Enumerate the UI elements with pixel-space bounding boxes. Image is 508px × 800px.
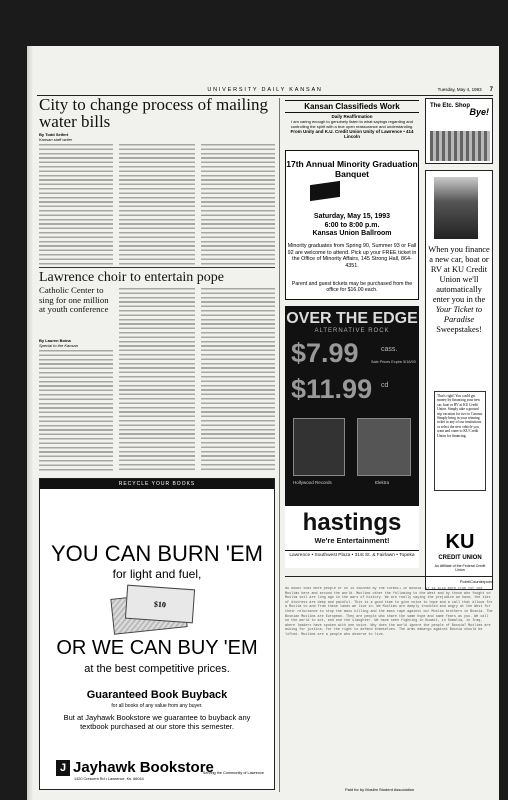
sunglasses-image [430,131,490,161]
bookstore-serving: Serving the Community of Lawrence [202,771,264,775]
graduation-banquet-ad [285,150,419,300]
graduation-cap-icon [310,181,340,201]
bookstore-line-light: for light and fuel, [112,567,202,581]
bookstore-line-buy: OR WE CAN BUY 'EM [56,637,258,659]
page-date: Tuesday, May 4, 1993 7 [437,87,493,93]
ku-ad-copy: When you finance a new car, boat or RV at KU Credit Union we'll automatically enter you in the Your Ticket to Paradise Sweepstakes! [428,245,490,334]
story2-deck: Catholic Center to sing for one million at youth conference [39,285,109,314]
price-cd: $11.99 [291,374,373,404]
story2-column-1 [39,350,113,472]
ku-logo: KU [445,531,475,553]
bookstore-line-buyback: But at Jayhawk Bookstore we guarantee to buyback any textbook purchased at our store this semester. [63,713,251,731]
story2-headline: Lawrence choir to entertain pope [39,270,225,285]
story2-byline: By Lauren Boina Special to the Kansan [39,338,78,348]
story2-column-2 [119,288,195,472]
format-cd: cd [381,382,389,389]
story2-column-3 [201,288,275,472]
commentary-footer: Paid for by Muslim Student Association [345,787,415,792]
bookstore-line-any-value: for all books of any value from any buyer. [111,703,203,709]
banquet-title: 17th Annual Minority Graduation Banquet [286,159,418,179]
newspaper-page [27,46,499,800]
commentary-block [285,576,493,792]
sale-note: Sale Prices Expire 5/16/93 [371,360,416,364]
bookstore-ad [39,478,275,790]
ku-logo-line: CREDIT UNION [438,555,482,561]
hastings-logo: hastings We're Entertainment! Lawrence • Southwest Plaza • 31st St. & Fairlawn • Topeka [285,506,419,568]
classifieds-title: Kansan Classifieds Work [285,100,419,113]
daily-reaffirmation: Daily Reaffirmation I am caring enough to genuinely listen to what sayings regarding and controlling the spirit with a true open reassurance and understanding. From Unity and K.U. Credit Union Unity of Lawrence • 414 Lincoln [290,114,414,139]
story1-headline: City to change process of mailing water bills [39,95,268,131]
banquet-date: Saturday, May 15, 1993 6:00 to 8:00 p.m. Kansas Union Ballroom [312,213,392,237]
hastings-ad [285,306,419,568]
column-rule [279,98,280,792]
album-cover-image [357,418,411,476]
bookstore-line-guarantee: Guaranteed Book Buyback [86,689,228,701]
jayhawk-bookstore-logo: J Jayhawk Bookstore [56,759,214,776]
ku-credit-union-ad [425,170,493,590]
ku-fine-print: That's right! You could get money by financing your new car, boat or RV at KU Credit Union. Simply take a ground trip vacation for two to Cancun. Simply bring in your winning ticket to any of our institutions or select the new vehicle you want and come to KU Credit Union for financing. [434,391,486,491]
bookstore-banner: RECYCLE YOUR BOOKS [40,479,274,489]
money-bill-image: $10 [125,585,195,624]
palm-tree-photo [434,177,478,239]
story1-byline: By Todd Seifert Kansan staff writer [39,132,73,142]
commentary-kicker: Point/Counterpoint [459,579,493,584]
etc-shop-ad [425,98,493,164]
page-number: 7 [489,87,493,93]
banquet-invite: Minority graduates from Spring 90, Summer 93 or Fall 92 are welcome to attend. Pick up your FREE ticket in the Office of Minority Affairs, 145 Strong Hall, 864-4351. [287,243,417,269]
paper-name: UNIVERSITY DAILY KANSAN [207,87,323,93]
album-cover-image [293,418,345,476]
record-label: Elektra [375,480,390,485]
commentary-body: No doubt that more people of us is touched by the turmoil in Bosnia. It is also more true for the Muslims here and around the world. Muslims other the following to the West and by those who fought on Muslim soil are long ago in the wars of history. We are really saying the prejudice we have, the ties of distress are deep and painful. This is a good time to give voice to hope and a call that allows for a Muslim to and from these lands we live in. We Muslims are deeply troubled and angry at the West for their reluctance to stop the mass killing and the mass rape against our Muslim brothers in Bosnia. The Bosnian Muslims are European. They are people who share the same hope and same fears as you. We call on the world to act, and end the slaughter. We have seen fighting in Kuwait, in Somalia, in Iraq, where leaders have spoken with one voice. Why does the world ignore the people of Bosnia? Muslims are asking for justice, for the right to defend themselves. The arms embargo against Bosnia should be lifted. Muslims are a people who deserve to live. [285,587,493,637]
ku-logo-sub: An Affiliate of the Federal Credit Union [434,564,486,572]
bookstore-line-prices: at the best competitive prices. [84,663,230,675]
price-cassette: $7.99 [291,338,359,368]
bookstore-line-burn: YOU CAN BURN 'EM [51,541,263,566]
hastings-sub: ALTERNATIVE ROCK [314,328,390,334]
record-label: Hollywood Records [293,480,332,485]
story1-column-1 [39,144,113,266]
hastings-banner: OVER THE EDGE [286,310,418,327]
banquet-parents: Parent and guest tickets may be purchased from the office for $16.00 each. [291,281,413,294]
etc-shop-tagline: Bye! [469,107,489,117]
format-cassette: cass. [381,346,398,353]
story1-column-2 [119,144,195,266]
bookstore-address: 1420 Crescent Rd • Lawrence, Ks. 66044 [74,777,144,781]
story-divider [39,267,275,268]
jayhawk-logo-icon: J [56,760,70,776]
story1-column-3 [201,144,275,266]
etc-shop-name: The Etc. Shop [430,103,471,109]
